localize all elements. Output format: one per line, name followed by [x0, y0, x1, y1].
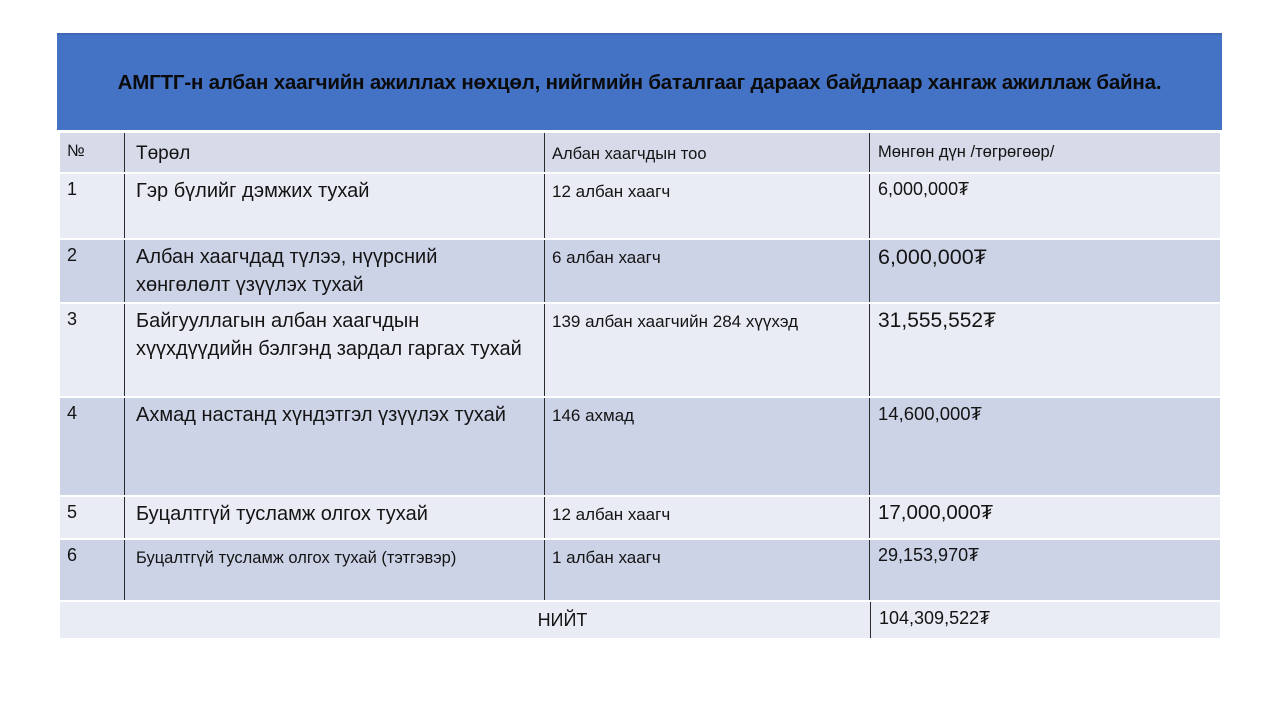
row-type: Ахмад настанд хүндэтгэл үзүүлэх тухай	[125, 398, 545, 495]
row-count: 146 ахмад	[545, 398, 870, 495]
row-number: 3	[60, 304, 125, 396]
row-type: Гэр бүлийг дэмжих тухай	[125, 174, 545, 238]
row-count: 6 албан хаагч	[545, 240, 870, 302]
table-row	[60, 398, 1220, 495]
row-amount: 14,600,000₮	[878, 403, 982, 424]
table-row	[60, 304, 1220, 396]
row-count: 12 албан хаагч	[545, 174, 870, 238]
header-type: Төрөл	[125, 133, 545, 172]
slide-title-banner	[57, 33, 1222, 130]
row-count: 1 албан хаагч	[545, 540, 870, 600]
total-label: НИЙТ	[537, 609, 588, 630]
row-amount: 6,000,000₮	[878, 245, 987, 269]
row-type: Байгууллагын албан хаагчдын хүүхдүүдийн бэлгэнд зардал гаргах тухай	[125, 304, 545, 396]
row-number: 4	[60, 398, 125, 495]
table-row	[60, 540, 1220, 600]
header-count: Албан хаагчдын тоо	[545, 133, 870, 172]
row-number: 1	[60, 174, 125, 238]
row-type: Буцалтгүй тусламж олгох тухай	[125, 497, 545, 538]
table-total-row	[60, 602, 1220, 638]
table-row	[60, 174, 1220, 238]
row-type: Буцалтгүй тусламж олгох тухай (тэтгэвэр)	[125, 540, 545, 600]
header-no: №	[60, 133, 125, 172]
row-amount: 29,153,970₮	[878, 545, 980, 565]
row-number: 2	[60, 240, 125, 302]
row-number: 6	[60, 540, 125, 600]
row-count: 139 албан хаагчийн 284 хүүхэд	[545, 304, 870, 396]
table-header-row	[60, 133, 1220, 172]
table-row	[60, 240, 1220, 302]
row-type: Албан хаагчдад түлээ, нүүрсний хөнгөлөлт үзүүлэх тухай	[125, 240, 545, 302]
row-amount: 31,555,552₮	[878, 309, 996, 332]
benefits-table	[60, 133, 1220, 640]
header-amount: Мөнгөн дүн /төгрөгөөр/	[878, 143, 1055, 161]
row-amount: 6,000,000₮	[878, 179, 970, 199]
table-row	[60, 497, 1220, 538]
total-amount: 104,309,522₮	[870, 602, 1220, 638]
row-amount: 17,000,000₮	[878, 501, 994, 524]
row-count: 12 албан хаагч	[545, 497, 870, 538]
row-number: 5	[60, 497, 125, 538]
slide-title: АМГТГ-н албан хаагчийн ажиллах нөхцөл, нийгмийн баталгааг дараах байдлаар хангаж ажиллаж байна.	[117, 70, 1162, 94]
